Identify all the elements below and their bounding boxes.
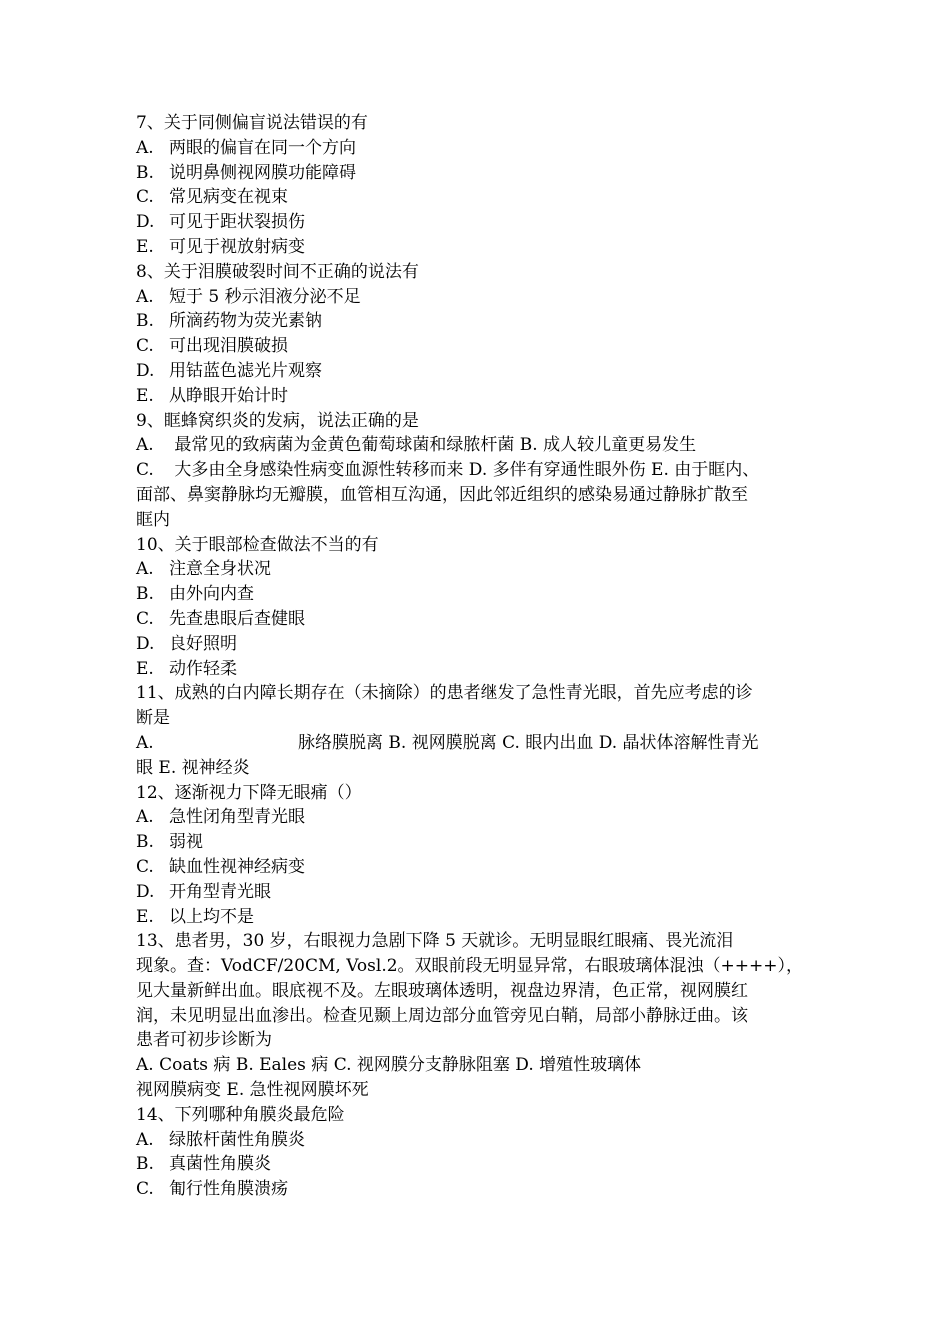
option-text: 缺血性视神经病变 [169,856,305,877]
option-line [136,830,836,855]
option-letter: C. [136,460,154,481]
option-text: 绿脓杆菌性角膜炎 [169,1129,305,1150]
option-line [136,880,836,905]
option-text: 短于 5 秒示泪液分泌不足 [169,286,361,307]
question-line: 见大量新鲜出血。眼底视不及。左眼玻璃体透明，视盘边界清，色正常，视网膜红 [136,980,748,1001]
option-text: 从睁眼开始计时 [169,385,288,406]
option-text: 可见于视放射病变 [169,236,305,257]
option-letter: B. [136,162,154,183]
option-letter: C. [136,1179,154,1200]
option-line [136,161,836,186]
option-letter: A. [136,137,154,158]
option-text: 说明鼻侧视网膜功能障碍 [169,162,356,183]
option-text: 可见于距状裂损伤 [169,212,305,233]
option-line [136,359,836,384]
option-line [136,185,836,210]
option-letter: A. [136,286,154,307]
option-line [136,136,836,161]
question-line: 10、关于眼部检查做法不当的有 [136,534,379,555]
option-line [136,309,836,334]
option-line [136,632,836,657]
option-letter: D. [136,360,155,381]
option-letter: C. [136,856,154,877]
question-line: 视网膜病变 E. 急性视网膜坏死 [136,1080,369,1101]
option-line [136,557,836,582]
question-line: 面部、鼻窦静脉均无瓣膜，血管相互沟通，因此邻近组织的感染易通过静脉扩散至 [136,484,748,505]
option-text: 开角型青光眼 [169,881,271,902]
option-text: 所滴药物为荧光素钠 [169,311,322,332]
option-letter: D. [136,212,155,233]
question-line: 12、逐渐视力下降无眼痛（） [136,782,362,803]
question-line: 13、患者男，30 岁，右眼视力急剧下降 5 天就诊。无明显眼红眼痛、畏光流泪 [136,931,734,952]
option-letter: D. [136,633,155,654]
option-line [136,905,836,930]
option-line [136,433,836,458]
option-text: 动作轻柔 [169,658,237,679]
option-letter: D. [136,881,155,902]
option-letter: C. [136,608,154,629]
option-text: 两眼的偏盲在同一个方向 [169,137,356,158]
question-line: 11、成熟的白内障长期存在（未摘除）的患者继发了急性青光眼，首先应考虑的诊 [136,683,753,704]
option-text: 良好照明 [169,633,237,654]
option-line [136,1128,836,1153]
option-letter: E. [136,658,154,679]
option-text: 常见病变在视束 [169,187,288,208]
option-text: 弱视 [169,832,203,853]
option-text: 急性闭角型青光眼 [169,807,305,828]
option-line [136,334,836,359]
question-line: 断是 [136,708,170,729]
option-line [136,384,836,409]
question-line: 患者可初步诊断为 [136,1030,272,1051]
option-line [136,1152,836,1177]
option-text: 先查患眼后查健眼 [169,608,305,629]
option-text: 脉络膜脱离 B. 视网膜脱离 C. 眼内出血 D. 晶状体溶解性青光 [298,732,759,753]
option-letter: B. [136,832,154,853]
option-line [136,210,836,235]
option-line [136,285,836,310]
option-line [136,657,836,682]
exam-question-text [136,111,836,1202]
question-line: 润，未见明显出血渗出。检查见颞上周边部分血管旁见白鞘，局部小静脉迂曲。该 [136,1005,748,1026]
option-text: 用钴蓝色滤光片观察 [169,360,322,381]
option-letter: E. [136,236,154,257]
option-letter: E. [136,385,154,406]
question-line: A. Coats 病 B. Eales 病 C. 视网膜分支静脉阻塞 D. 增殖性玻璃体 [136,1055,642,1076]
option-letter: A. [136,435,154,456]
option-line [136,607,836,632]
option-line [136,855,836,880]
option-text: 匍行性角膜溃疡 [169,1179,288,1200]
question-line: 眼 E. 视神经炎 [136,757,250,778]
option-text: 真菌性角膜炎 [169,1154,271,1175]
option-line [136,458,836,483]
option-text: 由外向内查 [169,584,254,605]
option-text: 最常见的致病菌为金黄色葡萄球菌和绿脓杆菌 B. 成人较儿童更易发生 [169,435,697,456]
option-letter: A. [136,732,154,753]
option-line [136,235,836,260]
option-line-spaced [136,731,836,756]
option-letter: C. [136,336,154,357]
option-text: 大多由全身感染性病变血源性转移而来 D. 多伴有穿通性眼外伤 E. 由于眶内、 [169,460,760,481]
option-letter: A. [136,807,154,828]
option-line [136,1177,836,1202]
question-line: 眶内 [136,509,170,530]
option-letter: E. [136,906,154,927]
question-line: 9、眶蜂窝织炎的发病，说法正确的是 [136,410,419,431]
option-text: 可出现泪膜破损 [169,336,288,357]
option-letter: B. [136,311,154,332]
option-letter: C. [136,187,154,208]
option-line [136,805,836,830]
question-line: 现象。查：VodCF/20CM, Vosl.2。双眼前段无明显异常，右眼玻璃体混浊（++++）， [136,956,804,977]
option-text: 注意全身状况 [169,559,271,580]
option-text: 以上均不是 [169,906,254,927]
question-line: 8、关于泪膜破裂时间不正确的说法有 [136,261,419,282]
question-line: 7、关于同侧偏盲说法错误的有 [136,113,368,133]
option-letter: A. [136,559,154,580]
option-line [136,582,836,607]
question-line: 14、下列哪种角膜炎最危险 [136,1104,345,1125]
option-letter: B. [136,1154,154,1175]
option-letter: A. [136,1129,154,1150]
option-letter: B. [136,584,154,605]
